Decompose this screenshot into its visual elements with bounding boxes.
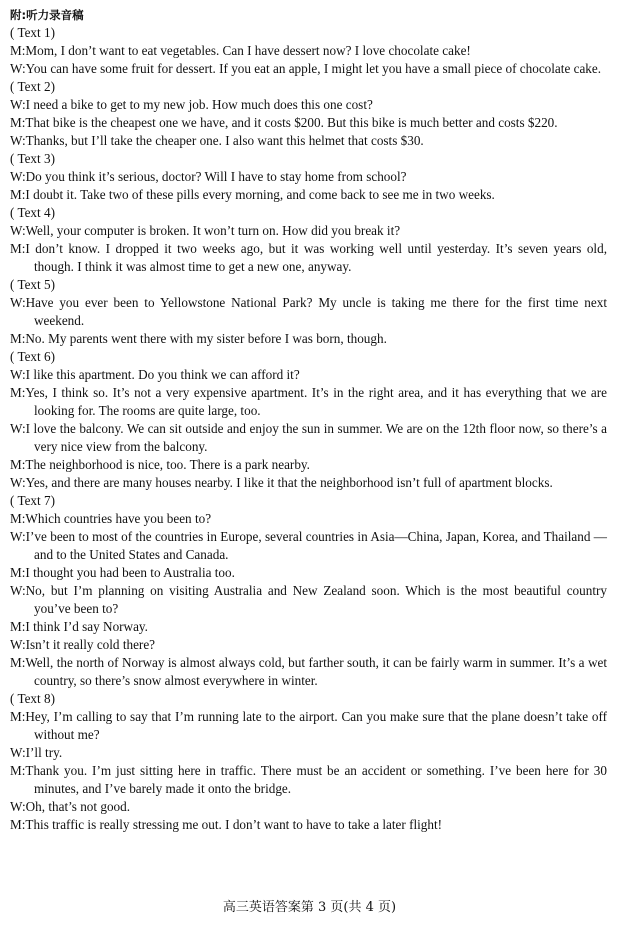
speaker-colon: :: [21, 169, 26, 184]
dialogue-line: [10, 474, 607, 492]
dialogue-line: [10, 366, 607, 384]
speaker-label: M: [10, 241, 22, 256]
speaker-label: W: [10, 295, 22, 310]
page-footer: 高三英语答案第 3 页(共 4 页): [222, 900, 397, 915]
line-text: Well, the north of Norway is almost always cold, but farther south, it can be fairly warm in summer. It’s a wet country, so there’s snow almost everywhere in winter.: [25, 655, 607, 688]
speaker-label: W: [10, 133, 22, 148]
speaker-colon: :: [21, 367, 26, 382]
text-label: ( Text 7): [10, 493, 55, 508]
speaker-colon: :: [21, 655, 26, 670]
dialogue-line: [10, 132, 607, 150]
speaker-label: W: [10, 583, 22, 598]
dialogue-line: [10, 294, 607, 330]
dialogue-line: [10, 456, 607, 474]
text-label: ( Text 8): [10, 691, 55, 706]
line-text: The neighborhood is nice, too. There is a park nearby.: [25, 457, 310, 472]
transcript-sections: [10, 24, 607, 834]
speaker-label: M: [10, 457, 22, 472]
line-text: Thanks, but I’ll take the cheaper one. I also want this helmet that costs $30.: [25, 133, 424, 148]
dialogue-line: [10, 60, 607, 78]
speaker-colon: :: [21, 565, 26, 580]
speaker-label: M: [10, 619, 22, 634]
dialogue-line: [10, 114, 607, 132]
transcript-document: [10, 6, 607, 834]
line-text: Hey, I’m calling to say that I’m running late to the airport. Can you make sure that the plane doesn’t take off without me?: [25, 709, 607, 742]
text-label: ( Text 3): [10, 151, 55, 166]
speaker-label: W: [10, 799, 22, 814]
speaker-label: W: [10, 529, 22, 544]
speaker-colon: :: [21, 799, 26, 814]
speaker-colon: :: [21, 763, 26, 778]
line-text: Oh, that’s not good.: [25, 799, 131, 814]
text-section: [10, 24, 607, 78]
line-text: Yes, and there are many houses nearby. I like it that the neighborhood isn’t full of apartment blocks.: [25, 475, 553, 490]
speaker-colon: :: [21, 745, 26, 760]
line-text: I think I’d say Norway.: [25, 619, 148, 634]
text-section: [10, 204, 607, 276]
line-text: You can have some fruit for dessert. If you eat an apple, I might let you have a small piece of chocolate cake.: [25, 61, 602, 76]
speaker-label: W: [10, 169, 22, 184]
text-section: [10, 690, 607, 834]
line-text: Which countries have you been to?: [25, 511, 212, 526]
text-section: [10, 276, 607, 348]
speaker-colon: :: [21, 133, 26, 148]
dialogue-line: [10, 384, 607, 420]
text-section: [10, 150, 607, 204]
speaker-label: M: [10, 115, 22, 130]
speaker-colon: :: [21, 817, 26, 832]
dialogue-line: [10, 654, 607, 690]
section-heading: 附:听力录音稿: [10, 8, 84, 22]
speaker-label: W: [10, 637, 22, 652]
speaker-colon: :: [21, 511, 26, 526]
line-text: Thank you. I’m just sitting here in traffic. There must be an accident or something. I’ve been here for 30 minutes, and I’ve barely made it onto the bridge.: [25, 763, 607, 796]
dialogue-line: [10, 636, 607, 654]
speaker-label: W: [10, 223, 22, 238]
speaker-colon: :: [21, 637, 26, 652]
line-text: No. My parents went there with my sister before I was born, though.: [25, 331, 387, 346]
dialogue-line: [10, 186, 607, 204]
speaker-colon: :: [21, 97, 26, 112]
speaker-colon: :: [21, 223, 26, 238]
dialogue-line: [10, 240, 607, 276]
speaker-label: M: [10, 565, 22, 580]
speaker-label: W: [10, 475, 22, 490]
speaker-colon: :: [21, 295, 26, 310]
speaker-colon: :: [21, 241, 26, 256]
speaker-colon: :: [21, 583, 26, 598]
dialogue-line: [10, 564, 607, 582]
speaker-colon: :: [21, 475, 26, 490]
line-text: Mom, I don’t want to eat vegetables. Can I have dessert now? I love chocolate cake!: [25, 43, 471, 58]
line-text: Well, your computer is broken. It won’t turn on. How did you break it?: [25, 223, 401, 238]
dialogue-line: [10, 168, 607, 186]
speaker-label: M: [10, 43, 22, 58]
dialogue-line: [10, 582, 607, 618]
speaker-label: M: [10, 331, 22, 346]
speaker-label: M: [10, 763, 22, 778]
speaker-colon: :: [21, 187, 26, 202]
text-label: ( Text 6): [10, 349, 55, 364]
text-label: ( Text 5): [10, 277, 55, 292]
speaker-colon: :: [21, 421, 26, 436]
speaker-label: W: [10, 97, 22, 112]
line-text: I thought you had been to Australia too.: [25, 565, 235, 580]
line-text: I don’t know. I dropped it two weeks ago, but it was working well until yesterday. It’s seven years old, though. I think it was almost time to get a new one, anyway.: [25, 241, 607, 274]
dialogue-line: [10, 528, 607, 564]
line-text: No, but I’m planning on visiting Australia and New Zealand soon. Which is the most beautiful country you’ve been to?: [25, 583, 607, 616]
dialogue-line: [10, 762, 607, 798]
line-text: Have you ever been to Yellowstone National Park? My uncle is taking me there for the first time next weekend.: [25, 295, 607, 328]
text-section: [10, 348, 607, 492]
dialogue-line: [10, 816, 607, 834]
dialogue-line: [10, 708, 607, 744]
text-label: ( Text 4): [10, 205, 55, 220]
speaker-colon: :: [21, 529, 26, 544]
line-text: This traffic is really stressing me out. I don’t want to have to take a later flight!: [25, 817, 443, 832]
dialogue-line: [10, 618, 607, 636]
text-section: [10, 78, 607, 150]
dialogue-line: [10, 420, 607, 456]
line-text: I like this apartment. Do you think we can afford it?: [25, 367, 300, 382]
text-section: [10, 492, 607, 690]
speaker-colon: :: [21, 619, 26, 634]
speaker-colon: :: [21, 709, 26, 724]
dialogue-line: [10, 510, 607, 528]
speaker-colon: :: [21, 61, 26, 76]
line-text: I’ll try.: [25, 745, 63, 760]
line-text: That bike is the cheapest one we have, and it costs $200. But this bike is much better and costs $220.: [25, 115, 558, 130]
speaker-label: M: [10, 187, 22, 202]
speaker-colon: :: [21, 331, 26, 346]
line-text: I’ve been to most of the countries in Europe, several countries in Asia—China, Japan, Korea, and Thailand — and to the United States and Canada.: [25, 529, 607, 562]
line-text: Yes, I think so. It’s not a very expensive apartment. It’s in the right area, and it has everything that we are looking for. The rooms are quite large, too.: [25, 385, 607, 418]
speaker-colon: :: [21, 457, 26, 472]
speaker-label: M: [10, 817, 22, 832]
speaker-colon: :: [21, 385, 26, 400]
speaker-label: M: [10, 655, 22, 670]
speaker-label: W: [10, 61, 22, 76]
text-label: ( Text 2): [10, 79, 55, 94]
dialogue-line: [10, 42, 607, 60]
line-text: I need a bike to get to my new job. How much does this one cost?: [25, 97, 373, 112]
speaker-label: W: [10, 745, 22, 760]
line-text: I love the balcony. We can sit outside and enjoy the sun in summer. We are on the 12th floor now, so there’s a very nice view from the balcony.: [25, 421, 607, 454]
line-text: Do you think it’s serious, doctor? Will I have to stay home from school?: [25, 169, 407, 184]
speaker-label: M: [10, 385, 22, 400]
dialogue-line: [10, 798, 607, 816]
dialogue-line: [10, 96, 607, 114]
line-text: I doubt it. Take two of these pills every morning, and come back to see me in two weeks.: [25, 187, 495, 202]
speaker-label: M: [10, 511, 22, 526]
speaker-colon: :: [21, 115, 26, 130]
speaker-label: W: [10, 367, 22, 382]
dialogue-line: [10, 330, 607, 348]
dialogue-line: [10, 744, 607, 762]
speaker-colon: :: [21, 43, 26, 58]
line-text: Isn’t it really cold there?: [25, 637, 156, 652]
speaker-label: M: [10, 709, 22, 724]
dialogue-line: [10, 222, 607, 240]
speaker-label: W: [10, 421, 22, 436]
text-label: ( Text 1): [10, 25, 55, 40]
